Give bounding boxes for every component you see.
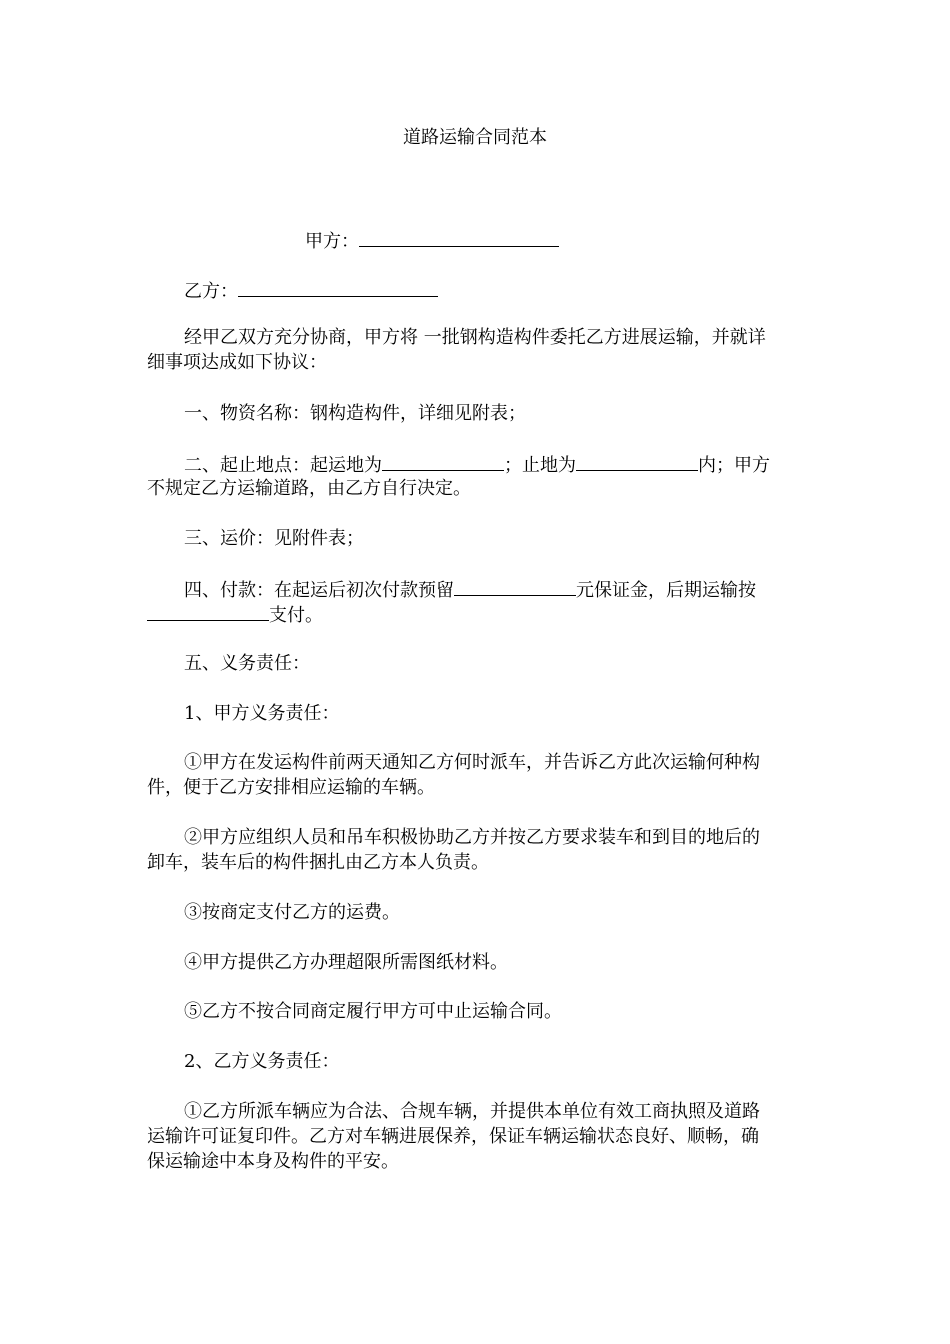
party-a-duty-4: ④甲方提供乙方办理超限所需图纸材料。	[184, 952, 508, 973]
destination-blank	[576, 452, 698, 471]
party-b-label: 乙方：	[184, 281, 238, 302]
intro-line-1: 经甲乙双方充分协商，甲方将 一批钢构造构件委托乙方进展运输，并就详	[184, 327, 766, 348]
party-b-blank	[238, 278, 438, 297]
clause-2-text-b: ；止地为	[504, 455, 576, 476]
clause-4-line-2	[147, 602, 807, 628]
clause-3: 三、运价：见附件表；	[184, 528, 364, 549]
party-a-duty-3: ③按商定支付乙方的运费。	[184, 902, 400, 923]
party-b-duties-heading: 2、乙方义务责任：	[184, 1051, 340, 1072]
clause-5: 五、义务责任：	[184, 653, 310, 674]
party-a-duty-2-line-1: ②甲方应组织人员和吊车积极协助乙方并按乙方要求装车和到目的地后的	[184, 827, 760, 848]
deposit-blank	[454, 577, 576, 596]
party-a-duties-heading: 1、甲方义务责任：	[184, 703, 340, 724]
origin-blank	[382, 452, 504, 471]
party-b-duty-1-line-2: 运输许可证复印件。乙方对车辆进展保养，保证车辆运输状态良好、顺畅，确	[147, 1126, 759, 1147]
party-b-duty-1-line-1: ①乙方所派车辆应为合法、合规车辆，并提供本单位有效工商执照及道路	[184, 1101, 760, 1122]
payment-method-blank	[147, 602, 269, 621]
party-b-duty-1-line-3: 保运输途中本身及构件的平安。	[147, 1151, 399, 1172]
party-a-label: 甲方：	[305, 231, 359, 252]
party-a-duty-5: ⑤乙方不按合同商定履行甲方可中止运输合同。	[184, 1001, 562, 1022]
clause-4-text-a: 四、付款：在起运后初次付款预留	[184, 580, 454, 601]
clause-4-text-b: 元保证金，后期运输按	[576, 580, 756, 601]
document-title: 道路运输合同范本	[403, 127, 547, 148]
clause-4-text-c: 支付。	[269, 605, 323, 626]
party-a-blank	[359, 228, 559, 247]
party-a-duty-1-line-2: 件，便于乙方安排相应运输的车辆。	[147, 777, 435, 798]
party-a-line	[305, 228, 950, 254]
party-a-duty-2-line-2: 卸车，装车后的构件捆扎由乙方本人负责。	[147, 852, 489, 873]
clause-2-text-a: 二、起止地点：起运地为	[184, 455, 382, 476]
clause-4-line-1	[147, 577, 844, 603]
clause-2-line-2: 不规定乙方运输道路，由乙方自行决定。	[147, 478, 471, 499]
clause-1: 一、物资名称：钢构造构件，详细见附表；	[184, 403, 526, 424]
clause-2-line-1	[147, 452, 844, 478]
clause-2-text-c: 内；甲方	[698, 455, 770, 476]
intro-line-2: 细事项达成如下协议：	[147, 352, 327, 373]
party-b-line	[147, 278, 844, 304]
party-a-duty-1-line-1: ①甲方在发运构件前两天通知乙方何时派车，并告诉乙方此次运输何种构	[184, 752, 760, 773]
